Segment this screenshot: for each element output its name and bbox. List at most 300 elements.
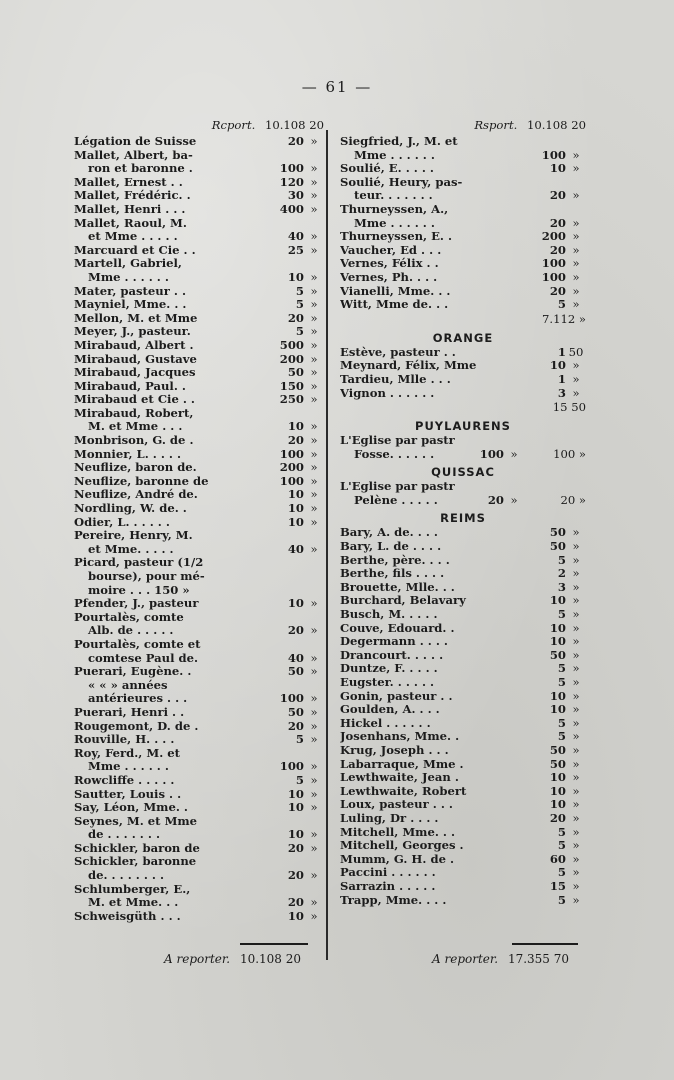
page-number: — 61 — — [301, 78, 373, 96]
entry-amount: 20 — [287, 310, 304, 325]
entry-cents: » — [572, 188, 580, 203]
list-item — [74, 475, 324, 489]
list-item — [340, 662, 586, 676]
entry-name: Lewthwaite, Jean . — [340, 771, 459, 785]
entry-cents: » — [572, 525, 580, 540]
list-item — [74, 230, 324, 244]
entry-cents: » — [310, 650, 318, 665]
entry-cents: » — [310, 623, 318, 638]
entry-amount: 20 — [287, 840, 304, 855]
entry-name: Estève, pasteur . . — [340, 345, 456, 359]
entry-name: ron et baronne . — [88, 162, 193, 176]
entry-amount: 5 — [295, 297, 304, 312]
entry-name: Bary, L. de . . . . — [340, 540, 442, 554]
reims-entries-list — [340, 526, 586, 907]
list-item — [340, 594, 586, 608]
entry-cents: » — [572, 566, 580, 581]
list-item — [340, 540, 586, 554]
entry-cents: » — [572, 283, 580, 298]
entry-amount: 200 — [279, 351, 304, 366]
entry-name: Vianelli, Mme. . . — [340, 284, 451, 298]
entry-name: Mallet, Ernest . . — [74, 175, 183, 189]
entry-amount: 250 — [279, 392, 304, 407]
entry-name: et Mme . . . . . — [88, 230, 178, 244]
entry-name: Alb. de . . . . . — [88, 624, 174, 638]
entry-cents: » — [572, 865, 580, 880]
entry-amount: 1 — [557, 371, 566, 386]
list-item — [340, 387, 586, 401]
entry-name: Mirabaud, Paul. . — [74, 379, 186, 393]
entry-cents: » — [572, 838, 580, 853]
entry-amount: 20 — [287, 895, 304, 910]
entry-cents: » — [310, 460, 318, 475]
entry-amount: 15 — [549, 878, 566, 893]
entry-amount: 20 — [549, 810, 566, 825]
entry-cents: » — [310, 473, 318, 488]
list-item — [74, 801, 324, 815]
entry-name: Vaucher, Ed . . . — [340, 243, 442, 257]
list-item — [74, 339, 324, 353]
entry-cents: » — [310, 378, 318, 393]
entry-amount: 20 — [287, 868, 304, 883]
entry-cents: » — [510, 446, 518, 461]
entry-cents: » — [310, 732, 318, 747]
entry-name: Pfender, J., pasteur — [74, 597, 199, 611]
entry-name: Luling, Dr . . . . — [340, 811, 439, 825]
entry-name: Pereire, Henry, M. — [74, 529, 193, 543]
entry-cents: » — [572, 797, 580, 812]
entry-cents: » — [572, 756, 580, 771]
entry-cents: » — [572, 661, 580, 676]
entry-cents: » — [310, 365, 318, 380]
list-item — [340, 285, 586, 299]
entry-amount: 10 — [549, 358, 566, 373]
entry-amount: 30 — [287, 188, 304, 203]
entry-name: Gonin, pasteur . . — [340, 689, 453, 703]
entry-name: Soulié, Heury, pas- — [340, 175, 463, 189]
entry-cents: » — [310, 487, 318, 502]
entry-amount: 20 — [549, 188, 566, 203]
entry-amount: 10 — [287, 487, 304, 502]
entry-name: Mallet, Raoul, M. — [74, 216, 187, 230]
entry-name: Brouette, Mlle. . . — [340, 580, 455, 594]
list-item — [340, 622, 586, 636]
entry-name: et Mme. . . . . — [88, 542, 174, 556]
entry-cents: » — [310, 895, 318, 910]
entry-name: Vernes, Félix . . — [340, 257, 439, 271]
entry-amount: 20 — [287, 623, 304, 638]
entry-cents: » — [310, 324, 318, 339]
entry-amount: 20 — [549, 215, 566, 230]
entry-amount: 10 — [287, 786, 304, 801]
entry-cents: » — [310, 392, 318, 407]
entry-name: Pourtalès, comte et — [74, 637, 201, 651]
entry-amount: 100 — [541, 147, 566, 162]
entry-name: L'Eglise par pastr — [340, 480, 455, 494]
list-item — [340, 785, 586, 799]
entry-amount: 100 — [279, 446, 304, 461]
entry-name: Tardieu, Mlle . . . — [340, 372, 451, 386]
entry-name: Monnier, L. . . . . — [74, 447, 182, 461]
orange-total-line: 15 50 — [552, 400, 586, 415]
entry-amount: 5 — [557, 552, 566, 567]
entry-name: Neuflize, baron de. — [74, 461, 197, 475]
right-footer — [432, 952, 569, 966]
list-item — [74, 638, 324, 652]
entry-amount: 10 — [287, 908, 304, 923]
list-item — [340, 271, 586, 285]
entry-name: Lewthwaite, Robert — [340, 784, 467, 798]
list-item — [340, 771, 586, 785]
section-title-puylaurens: PUYLAURENS — [415, 419, 511, 434]
entry-name: Drancourt. . . . . — [340, 648, 444, 662]
entry-cents: » — [572, 892, 580, 907]
entry-amount: 10 — [549, 620, 566, 635]
entry-name: Josenhans, Mme. . — [340, 730, 460, 744]
entry-name: Picard, pasteur (1/2 — [74, 556, 204, 570]
list-item — [74, 285, 324, 299]
list-item — [74, 448, 324, 462]
entry-cents: » — [310, 759, 318, 774]
list-item — [340, 703, 586, 717]
list-item — [340, 298, 586, 312]
entry-amount: 5 — [557, 729, 566, 744]
list-item — [340, 217, 586, 231]
list-item — [74, 720, 324, 734]
list-item — [74, 896, 324, 910]
entry-amount: 5 — [295, 324, 304, 339]
entry-amount: 40 — [287, 229, 304, 244]
entry-amount: 50 — [287, 664, 304, 679]
left-entries-list — [74, 135, 324, 923]
list-item — [74, 883, 324, 897]
footer-amount: 10.108 20 — [239, 952, 302, 966]
list-item — [74, 162, 324, 176]
entry-name: Mater, pasteur . . — [74, 284, 186, 298]
entry-amount: 20 — [549, 242, 566, 257]
entry-cents: » — [310, 446, 318, 461]
entry-amount: 20 — [287, 433, 304, 448]
entry-name: bourse), pour mé- — [88, 570, 205, 583]
list-item — [340, 257, 586, 271]
entry-cents: » — [572, 593, 580, 608]
entry-cents: » — [310, 229, 318, 244]
list-item — [74, 869, 324, 883]
entry-name: Sarrazin . . . . . — [340, 879, 436, 893]
entry-cents: » — [310, 786, 318, 801]
entry-amount: 5 — [557, 892, 566, 907]
entry-cents: » — [572, 229, 580, 244]
list-item — [74, 244, 324, 258]
entry-name: moire . . . 150 » — [88, 583, 190, 597]
list-item — [74, 380, 324, 394]
entry-cents: » — [572, 620, 580, 635]
list-item — [340, 866, 586, 880]
subtotal-line: 7.112 » — [542, 311, 586, 326]
list-item — [74, 257, 324, 271]
list-item — [74, 407, 324, 421]
entry-name: Thurneyssen, E. . — [340, 230, 453, 244]
list-item — [340, 203, 586, 217]
left-sum-rule — [240, 943, 308, 945]
entry-cents: » — [572, 161, 580, 176]
entry-cents: » — [572, 742, 580, 757]
entry-name: Duntze, F. . . . . — [340, 662, 438, 676]
entry-cents: » — [572, 358, 580, 373]
entry-cents: » — [310, 840, 318, 855]
entry-amount: 200 — [541, 229, 566, 244]
list-item — [74, 149, 324, 163]
entry-cents: » — [310, 908, 318, 923]
entry-amount: 5 — [295, 772, 304, 787]
entry-amount: 50 — [549, 525, 566, 540]
list-item — [74, 855, 324, 869]
list-item — [74, 747, 324, 761]
entry-name: comtese Paul de. — [88, 651, 199, 665]
entry-name: Loux, pasteur . . . — [340, 798, 453, 812]
list-item — [74, 298, 324, 312]
entry-amount: 20 — [287, 718, 304, 733]
entry-name: Mirabaud et Cie . . — [74, 393, 195, 407]
entry-name: Mme . . . . . . — [354, 216, 435, 230]
entry-cents: » — [310, 514, 318, 529]
entry-amount: 25 — [287, 242, 304, 257]
entry-name: Krug, Joseph . . . — [340, 743, 449, 757]
entry-name: Puerari, Eugène. . — [74, 665, 192, 679]
entry-name: Bary, A. de. . . . — [340, 526, 438, 540]
list-item — [74, 760, 324, 774]
entry-cents: » — [572, 783, 580, 798]
entry-name: Trapp, Mme. . . . — [340, 893, 447, 907]
report-label: Rcport. — [211, 118, 256, 132]
entry-name: Siegfried, J., M. et — [340, 135, 458, 148]
list-item — [74, 828, 324, 842]
list-item — [340, 554, 586, 568]
entry-cents: » — [310, 827, 318, 842]
entry-name: Monbrison, G. de . — [74, 434, 194, 448]
entry-amount: 10 — [287, 514, 304, 529]
entry-name: Paccini . . . . . . — [340, 866, 436, 880]
list-item — [74, 393, 324, 407]
entry-name: Burchard, Belavary — [340, 594, 466, 608]
entry-amount: 100 — [279, 759, 304, 774]
entry-name: Pourtalès, comte — [74, 610, 184, 624]
list-item — [74, 774, 324, 788]
entry-name: Mirabaud, Jacques — [74, 366, 196, 380]
list-item — [340, 826, 586, 840]
entry-name: Marcuard et Cie . . — [74, 243, 196, 257]
left-column — [74, 118, 324, 923]
entry-name: Couve, Edouard. . — [340, 621, 455, 635]
entry-amount: 10 — [549, 783, 566, 798]
entry-name: Rowcliffe . . . . . — [74, 773, 175, 787]
entry-amount: 5 — [557, 297, 566, 312]
entry-amount: 10 — [287, 827, 304, 842]
list-item — [74, 665, 324, 679]
footer-label: A reporter. — [164, 952, 231, 966]
entry-amount: 5 — [557, 838, 566, 853]
entry-name: teur. . . . . . . — [354, 189, 433, 203]
entry-cents: » — [310, 134, 318, 148]
entry-amount: 2 — [557, 566, 566, 581]
entry-cents: » — [572, 675, 580, 689]
entry-cents: » — [310, 664, 318, 679]
list-item — [74, 652, 324, 666]
entry-cents: » — [572, 371, 580, 386]
entry-name: Eugster. . . . . . — [340, 676, 435, 689]
list-item — [340, 880, 586, 894]
list-item — [74, 312, 324, 326]
entry-cents: » — [310, 718, 318, 733]
entry-name: Rougemont, D. de . — [74, 719, 199, 733]
entry-amount: 10 — [549, 593, 566, 608]
list-item — [340, 581, 586, 595]
entry-cents: » — [572, 552, 580, 567]
entry-amount: 200 — [279, 460, 304, 475]
entry-amount: 1 — [557, 344, 566, 359]
section-title-reims: REIMS — [440, 511, 486, 526]
entry-name: de. . . . . . . . — [88, 869, 165, 883]
entry-cents: » — [310, 174, 318, 189]
entry-name: Goulden, A. . . . — [340, 703, 440, 717]
entry-cents: » — [572, 810, 580, 825]
entry-cents: » — [572, 242, 580, 257]
entry-amount: 10 — [287, 596, 304, 611]
entry-cents: » — [310, 161, 318, 176]
entry-amount: 5 — [557, 865, 566, 880]
entry-name: Thurneyssen, A., — [340, 202, 449, 216]
list-item — [340, 162, 586, 176]
entry-cents: » — [572, 851, 580, 866]
list-item — [340, 434, 586, 448]
list-item — [74, 366, 324, 380]
entry-name: Schlumberger, E., — [74, 882, 191, 896]
entry-name: Martell, Gabriel, — [74, 257, 182, 271]
entry-cents: » — [310, 433, 318, 448]
right-sum-rule — [512, 943, 578, 945]
entry-name: « « » années — [88, 678, 168, 692]
list-item — [340, 730, 586, 744]
entry-name: Mallet, Albert, ba- — [74, 148, 193, 162]
entry-amount: 3 — [557, 385, 566, 400]
entry-cents: » — [572, 702, 580, 717]
entry-name: Berthe, père. . . . — [340, 553, 450, 567]
quissac-entries-list — [340, 480, 586, 507]
list-item — [340, 149, 586, 163]
right-column — [340, 118, 586, 907]
list-item — [74, 570, 324, 584]
list-item — [340, 853, 586, 867]
list-item — [74, 135, 324, 149]
entry-cents: » — [572, 607, 580, 622]
entry-name: Degermann . . . . — [340, 635, 448, 649]
section-title-quissac: QUISSAC — [431, 465, 495, 480]
entry-cents: » — [572, 729, 580, 744]
entry-cents: » — [310, 310, 318, 325]
list-item — [74, 815, 324, 829]
right-report-line — [340, 118, 586, 133]
entry-amount: 100 — [279, 473, 304, 488]
entry-amount: 10 — [549, 634, 566, 649]
entry-name: de . . . . . . . — [88, 828, 160, 842]
entry-section-total: 20 » — [560, 492, 586, 507]
entry-name: M. et Mme. . . — [88, 896, 179, 910]
entry-amount: 50 — [287, 365, 304, 380]
entry-cents: » — [310, 188, 318, 203]
footer-label: A reporter. — [432, 952, 499, 966]
list-item — [74, 910, 324, 924]
entry-amount: 20 — [487, 492, 504, 507]
entry-cents: » — [310, 283, 318, 298]
entry-name: Busch, M. . . . . — [340, 608, 438, 622]
list-item — [340, 448, 586, 462]
entry-name: Roy, Ferd., M. et — [74, 746, 181, 760]
entry-cents: » — [572, 688, 580, 703]
list-item — [74, 529, 324, 543]
entry-name: Pelène . . . . . — [354, 493, 438, 507]
entry-amount: 20 — [549, 283, 566, 298]
entry-amount: 50 — [287, 704, 304, 719]
list-item — [340, 758, 586, 772]
list-item — [74, 543, 324, 557]
list-item — [74, 176, 324, 190]
entry-cents: » — [572, 269, 580, 284]
entry-name: Nordling, W. de. . — [74, 502, 187, 516]
entry-cents: » — [310, 800, 318, 815]
entry-name: Soulié, E. . . . . — [340, 162, 434, 176]
entry-amount: 50 — [549, 742, 566, 757]
entry-name: antérieures . . . — [88, 692, 188, 706]
orange-entries-list — [340, 346, 586, 400]
list-item — [340, 649, 586, 663]
entry-amount: 5 — [557, 607, 566, 622]
list-item — [74, 788, 324, 802]
entry-name: Witt, Mme de. . . — [340, 298, 449, 312]
entry-amount: 500 — [279, 337, 304, 352]
list-item — [340, 744, 586, 758]
list-item — [340, 608, 586, 622]
report-label: Rsport. — [474, 118, 518, 132]
entry-name: Schweisgüth . . . — [74, 909, 181, 923]
entry-amount: 100 — [541, 269, 566, 284]
entry-name: Odier, L. . . . . . — [74, 515, 170, 529]
entry-name: Neuflize, André de. — [74, 488, 198, 502]
entry-name: Mme . . . . . . — [88, 270, 169, 284]
entry-section-total: 100 » — [553, 446, 586, 461]
entry-amount: 5 — [295, 732, 304, 747]
list-item — [340, 494, 586, 508]
entry-cents: » — [310, 704, 318, 719]
entry-cents: » — [310, 541, 318, 556]
list-item — [74, 679, 324, 693]
entry-name: Mitchell, Mme. . . — [340, 825, 455, 839]
list-item — [340, 135, 586, 149]
entry-name: Légation de Suisse — [74, 135, 197, 148]
entry-amount: 10 — [549, 161, 566, 176]
list-item — [74, 353, 324, 367]
list-item — [74, 842, 324, 856]
entry-name: Sautter, Louis . . — [74, 787, 182, 801]
entry-amount: 100 — [479, 446, 504, 461]
entry-name: M. et Mme . . . — [88, 420, 183, 434]
list-item — [74, 692, 324, 706]
entry-cents: » — [572, 385, 580, 400]
entry-name: Mirabaud, Albert . — [74, 338, 194, 352]
entry-name: Meyer, J., pasteur. — [74, 325, 191, 339]
entry-amount: 20 — [287, 134, 304, 148]
list-item — [74, 271, 324, 285]
entry-amount: 40 — [287, 650, 304, 665]
